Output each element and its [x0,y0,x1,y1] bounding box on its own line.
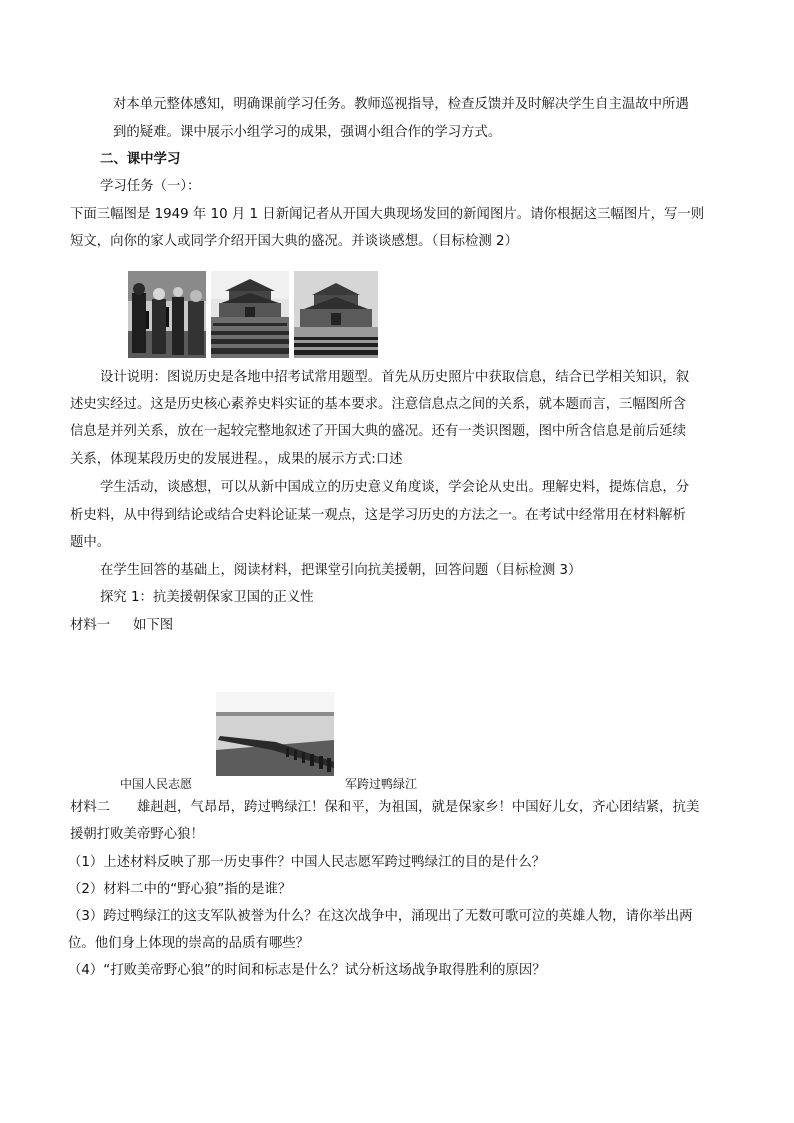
task-line-2: 短文，向你的家人或同学介绍开国大典的盛况。并谈谈感想。（目标检测 2） [70,234,518,249]
caption-left: 中国人民志愿 [120,777,193,791]
question-4: （4）“打败美帝野心狼”的时间和标志是什么？试分析这场战争取得胜利的原因？ [68,963,546,978]
design-note-line-1: 设计说明：图说历史是各地中招考试常用题型。首先从历史照片中获取信息，结合已学相关知识，叙 [100,370,690,385]
student-activity-line-2: 析史料，从中得到结论或结合史料论证某一观点，这是学习历史的方法之一。在考试中经常用在材料解析 [70,508,686,523]
intro-line-2: 到的疑难。课中展示小组学习的成果，强调小组合作的学习方式。 [113,125,502,140]
material-1-text: 如下图 [133,618,174,633]
student-activity-line-1: 学生活动，谈感想，可以从新中国成立的历史意义角度谈，学会论从史出。理解史料，提炼信息，分 [100,480,690,495]
photo-founding-ceremony-podium [128,271,206,358]
question-1: （1）上述材料反映了那一历史事件？中国人民志愿军跨过鸭绿江的目的是什么？ [68,855,546,870]
design-note-line-2: 述史实经过。这是历史核心素养史料实证的基本要求。注意信息点之间的关系，就本题而言，三幅图所含 [70,397,686,412]
task-line-1: 下面三幅图是 1949 年 10 月 1 日新闻记者从开国大典现场发回的新闻图片。请你根据这三幅图片，写一则 [70,207,705,222]
inquiry-1: 探究 1：抗美援朝保家卫国的正义性 [100,590,314,605]
design-note-line-4: 关系，体现某段历史的发展进程。，成果的展示方式:口述 [70,452,403,467]
photo-tiananmen-crowd [211,271,289,358]
material-2-line-1: 材料二 雄赳赳，气昂昂，跨过鸭绿江！保和平，为祖国，就是保家乡！中国好儿女，齐心团结紧，抗美 [70,800,700,815]
transition-text: 在学生回答的基础上，阅读材料，把课堂引向抗美援朝，回答问题（目标检测 3） [100,563,582,578]
material-2-line-2: 援朝打败美帝野心狼！ [70,827,204,842]
caption-right: 军跨过鸭绿江 [345,777,418,791]
question-2: （2）材料二中的“野心狼”指的是谁？ [68,882,292,897]
design-note-line-3: 信息是并列关系，放在一起较完整地叙述了开国大典的盛况。还有一类识图题，图中所含信息是前后延续 [70,424,686,439]
task-title: 学习任务（一）： [100,179,201,194]
question-3-line-1: （3）跨过鸭绿江的这支军队被誉为什么？在这次战争中，涌现出了无数可歌可泣的英雄人物，请你举出两 [68,909,693,924]
section-heading: 二、课中学习 [100,152,181,167]
photo-military-parade [294,271,378,358]
question-3-line-2: 位。他们身上体现的崇高的品质有哪些？ [68,936,310,951]
student-activity-line-3: 题中。 [70,535,111,550]
intro-line-1: 对本单元整体感知，明确课前学习任务。教师巡视指导，检查反馈并及时解决学生自主温故中所遇 [113,97,689,112]
photo-crossing-yalu-river [216,692,334,776]
material-1-label: 材料一 [70,618,111,633]
